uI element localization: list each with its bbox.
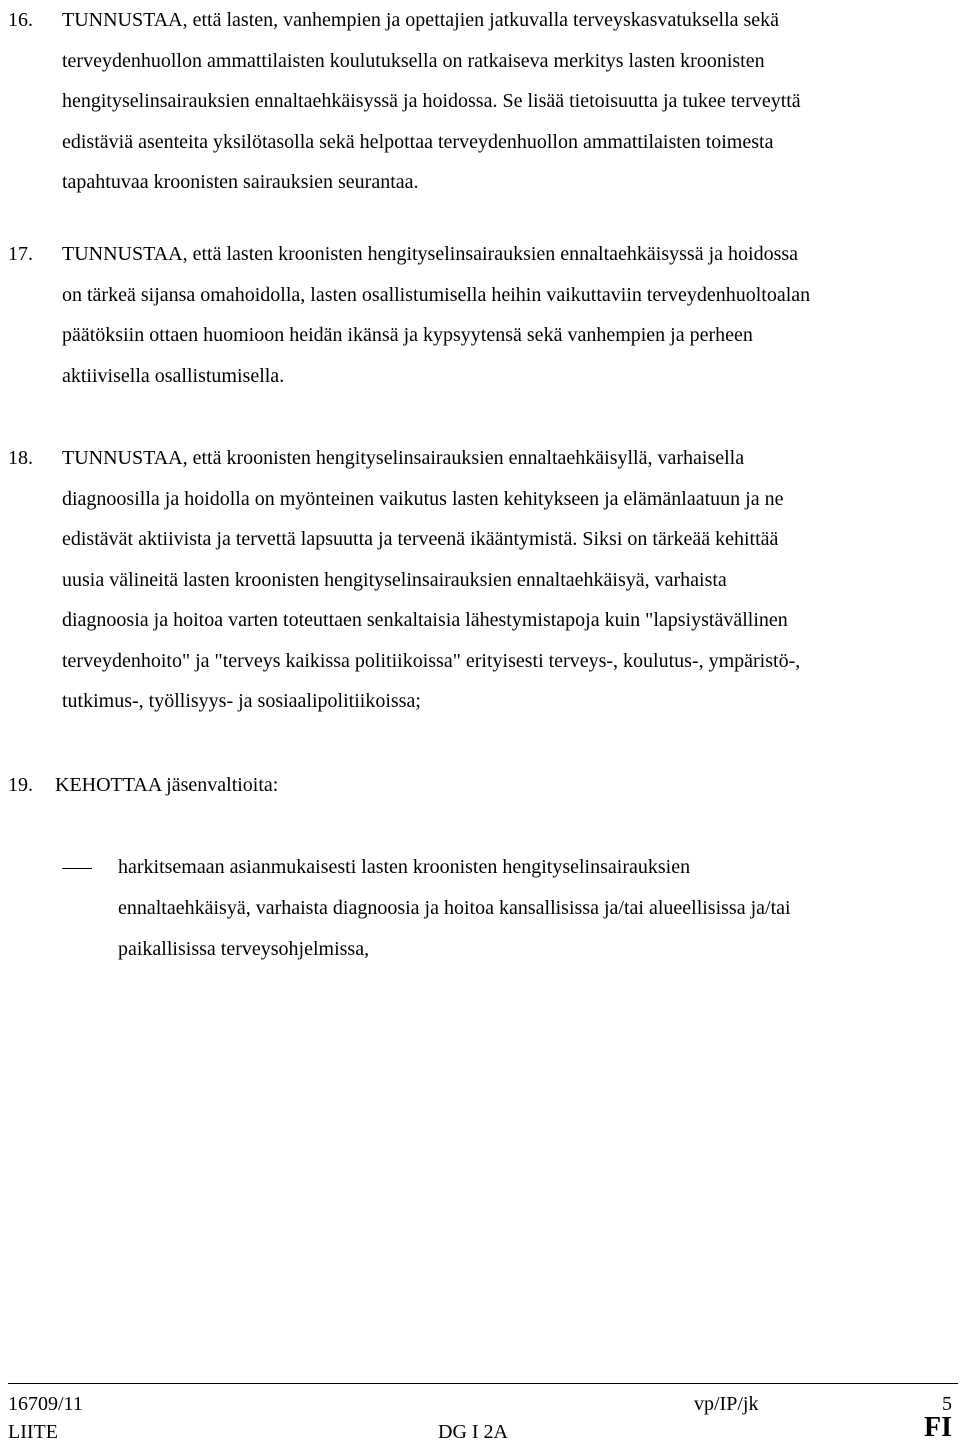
annex-label: LIITE — [8, 1421, 58, 1443]
text-line: TUNNUSTAA, että lasten, vanhempien ja opettajien jatkuvalla terveyskasvatuksella sekä — [62, 9, 780, 31]
paragraph-text — [62, 438, 954, 722]
paragraph-number: 17. — [8, 243, 33, 265]
author-code: vp/IP/jk — [694, 1393, 759, 1415]
text-line: päätöksiin ottaen huomioon heidän ikänsä ja kypsyytensä sekä vanhempien ja perheen — [62, 324, 753, 346]
paragraph-text — [55, 765, 947, 806]
text-line: edistävät aktiivista ja tervettä lapsuutta ja terveenä ikääntymistä. Siksi on tärkeää kehittää — [62, 528, 779, 550]
text-line: edistäviä asenteita yksilötasolla sekä helpottaa terveydenhuollon ammattilaisten toimesta — [62, 130, 774, 153]
text-line: paikallisissa terveysohjelmissa, — [118, 938, 370, 960]
text-line: terveydenhoito" ja "terveys kaikissa politiikoissa" erityisesti terveys-, koulutus-, ympäristö-, — [62, 649, 801, 672]
list-item-text — [118, 847, 954, 970]
text-line: tutkimus-, työllisyys- ja sosiaalipolitiikoissa; — [62, 690, 421, 712]
page-number: 5 — [942, 1393, 952, 1415]
text-line: TUNNUSTAA, että kroonisten hengityselinsairauksien ennaltaehkäisyllä, varhaisella — [62, 447, 745, 469]
paragraph-text — [62, 234, 954, 396]
directorate-label: DG I 2A — [438, 1421, 508, 1443]
dash-bullet — [62, 868, 92, 869]
text-line: TUNNUSTAA, että lasten kroonisten hengityselinsairauksien ennaltaehkäisyssä ja hoidossa — [62, 243, 799, 265]
paragraph-number: 19. — [8, 774, 33, 796]
language-code: FI — [924, 1412, 952, 1443]
text-line: diagnoosilla ja hoidolla on myönteinen vaikutus lasten kehitykseen ja elämänlaatuun ja ne — [62, 487, 784, 510]
text-line: on tärkeä sijansa omahoidolla, lasten osallistumisella heihin vaikuttaviin terveydenhuoltoalan — [62, 283, 811, 306]
text-line: KEHOTTAA jäsenvaltioita: — [55, 774, 279, 796]
footer-rule — [8, 1383, 958, 1384]
paragraph-number: 18. — [8, 447, 33, 469]
text-line: uusia välineitä lasten kroonisten hengityselinsairauksien ennaltaehkäisyä, varhaista — [62, 568, 727, 591]
paragraph-number: 16. — [8, 9, 33, 31]
document-number: 16709/11 — [8, 1393, 83, 1415]
text-line: terveydenhuollon ammattilaisten koulutuksella on ratkaiseva merkitys lasten kroonisten — [62, 49, 765, 72]
text-line: harkitsemaan asianmukaisesti lasten kroonisten hengityselinsairauksien — [118, 856, 691, 878]
text-line: hengityselinsairauksien ennaltaehkäisyssä ja hoidossa. Se lisää tietoisuutta ja tukee terveyttä — [62, 90, 801, 112]
paragraph-text — [62, 0, 954, 203]
text-line: diagnoosia ja hoitoa varten toteuttaen senkaltaisia lähestymistapoja kuin "lapsiystävällinen — [62, 609, 788, 631]
text-line: ennaltaehkäisyä, varhaista diagnoosia ja hoitoa kansallisissa ja/tai alueellisissa ja/tai — [118, 897, 791, 919]
text-line: tapahtuvaa kroonisten sairauksien seurantaa. — [62, 171, 419, 193]
text-line: aktiivisella osallistumisella. — [62, 364, 285, 387]
